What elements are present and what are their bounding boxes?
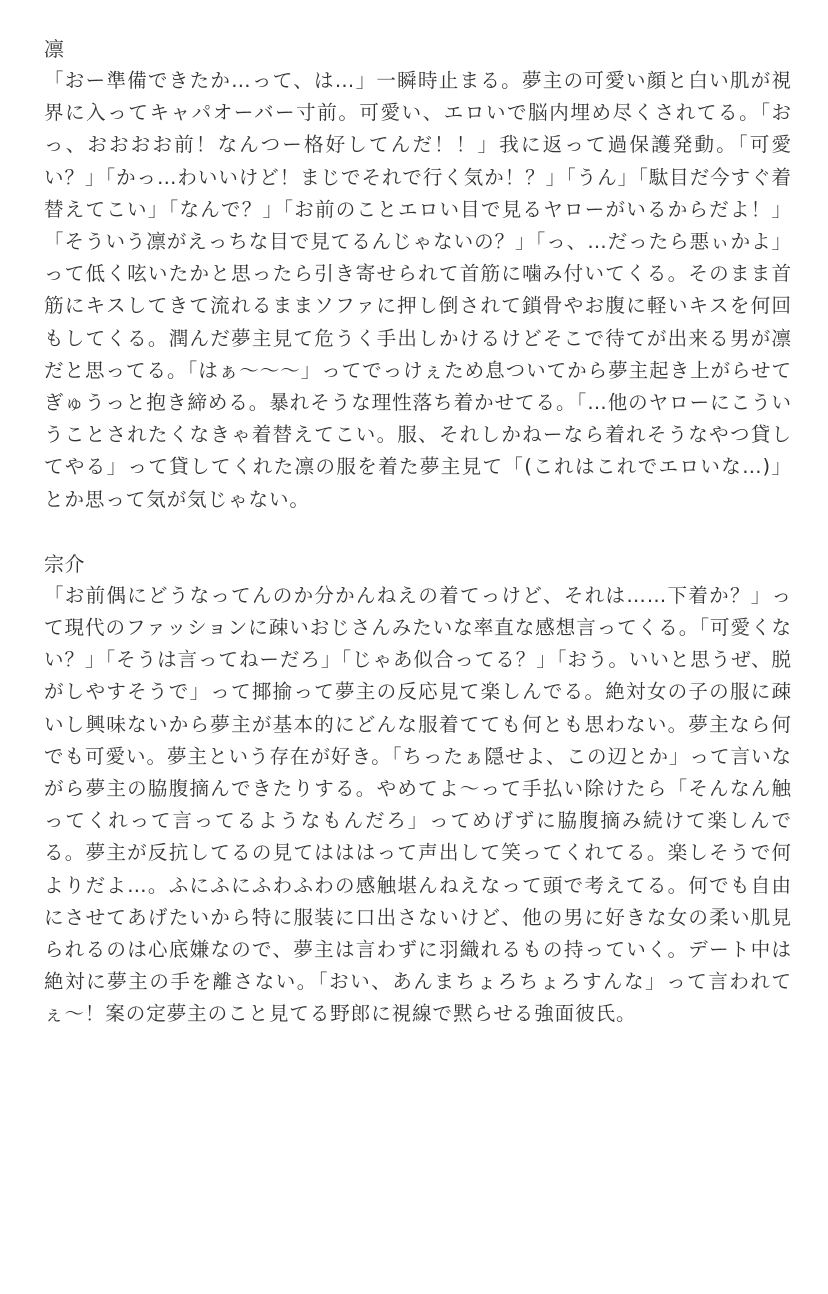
section-body: 「おー準備できたか…って、は…」一瞬時止まる。夢主の可愛い顔と白い肌が視界に入ってキャパオーバー寸前。可愛い、エロいで脳内埋め尽くされてる。「おっ、おおおお前！なんつー格好してんだ！！」我に返って過保護発動。「可愛い？」「かっ…わいいけど！まじでそれで行く気か！？」「うん」「駄目だ今すぐ着替えてこい」「なんで？」「お前のことエロい目で見るヤローがいるからだよ！」「そういう凛がえっちな目で見てるんじゃないの？」「っ、…だったら悪ぃかよ」って低く呟いたかと思ったら引き寄せられて首筋に噛み付いてくる。そのまま首筋にキスしてきて流れるままソファに押し倒されて鎖骨やお腹に軽いキスを何回もしてくる。潤んだ夢主見て危うく手出しかけるけどそこで待てが出来る男が凛だと思ってる。「はぁ〜〜〜」ってでっけぇため息ついてから夢主起き上がらせてぎゅうっと抱き締める。暴れそうな理性落ち着かせてる。「…他のヤローにこういうことされたくなきゃ着替えてこい。服、それしかねーなら着れそうなやつ貸してやる」って貸してくれた凛の服を着た夢主見て「(これはこれでエロいな…)」とか思って気が気じゃない。 xyxy=(44,69,792,511)
section-body: 「お前偶にどうなってんのか分かんねえの着てっけど、それは……下着か？」って現代のファッションに疎いおじさんみたいな率直な感想言ってくる。「可愛くない？」「そうは言ってねーだろ」「じゃあ似合ってる？」「おう。いいと思うぜ、脱がしやすそうで」って揶揄って夢主の反応見て楽しんでる。絶対女の子の服に疎いし興味ないから夢主が基本的にどんな服着てても何とも思わない。夢主なら何でも可愛い。夢主という存在が好き。「ちったぁ隠せよ、この辺とか」って言いながら夢主の脇腹摘んできたりする。やめてよ〜って手払い除けたら「そんなん触ってくれって言ってるようなもんだろ」ってめげずに脇腹摘み続けて楽しんでる。夢主が反抗してるの見てはははって声出して笑ってくれてる。楽しそうで何よりだよ…。ふにふにふわふわの感触堪んねえなって頭で考えてる。何でも自由にさせてあげたいから特に服装に口出さないけど、他の男に好きな女の柔い肌見られるのは心底嫌なので、夢主は言わずに羽織れるもの持っていく。デート中は絶対に夢主の手を離さない。「おい、あんまちょろちょろすんな」って言われてぇ〜！案の定夢主のこと見てる野郎に視線で黙らせる強面彼氏。 xyxy=(44,583,792,1026)
section-title: 凛 xyxy=(44,37,65,61)
section-rin xyxy=(44,33,792,516)
section-sousuke xyxy=(44,548,792,1031)
section-title: 宗介 xyxy=(44,551,85,576)
